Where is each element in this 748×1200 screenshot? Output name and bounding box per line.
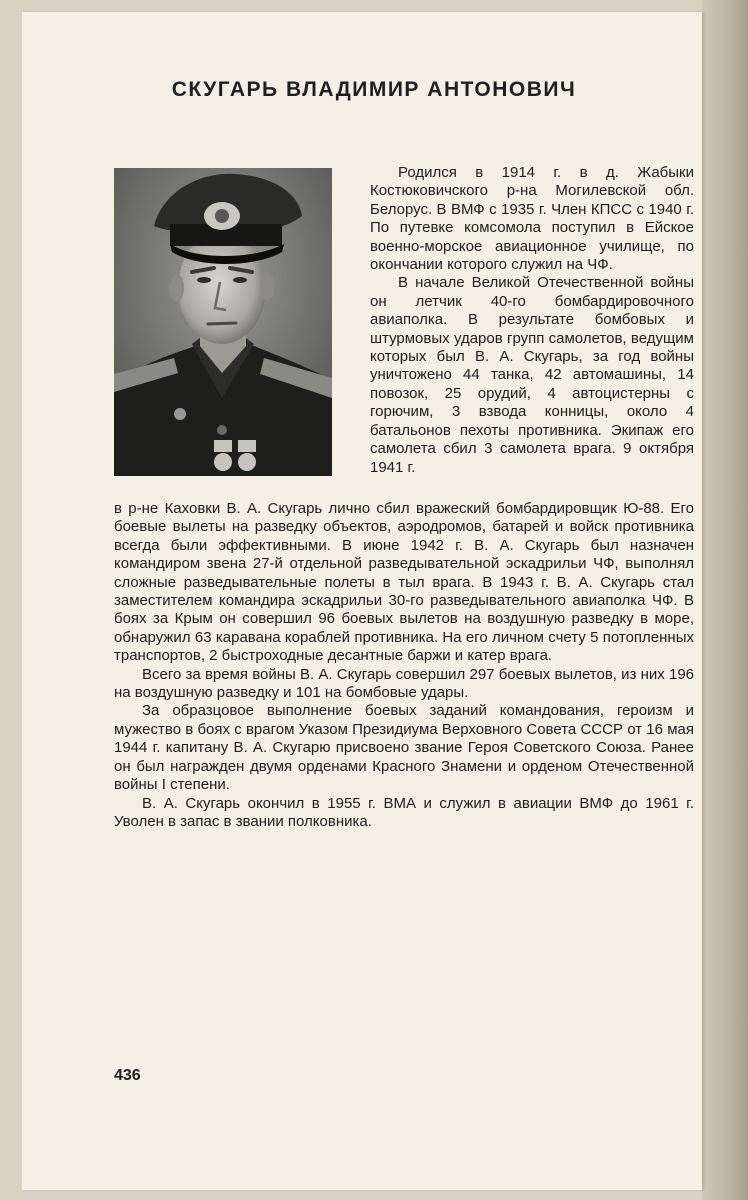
paragraph-hero-award: За образцовое выполнение боевых заданий командования, героизм и мужество в боях с врагом Указом Президиума Верховного Совета СССР от 16 мая 1944 г. капитану В. А. Скугарю присвоено звание Героя Советского Союза. Ранее он был награжден двумя орденами Красного Знамени и орденом Отечественной войны I степени. bbox=[114, 702, 694, 794]
top-right-column bbox=[370, 164, 694, 477]
article-title: СКУГАРЬ ВЛАДИМИР АНТОНОВИЧ bbox=[171, 78, 577, 101]
page-edge bbox=[702, 0, 748, 1200]
paragraph-total-sorties: Всего за время войны В. А. Скугарь совершил 297 боевых вылетов, из них 196 на воздушную разведку и 101 на бомбовые удары. bbox=[114, 665, 694, 702]
portrait-photo bbox=[114, 168, 332, 476]
main-text bbox=[114, 500, 694, 831]
paragraph-kakhovka: в р-не Каховки В. А. Скугарь лично сбил вражеский бомбардировщик Ю-88. Его боевые вылеты на разведку объектов, аэродромов, батарей и войск противника всегда были эффективными. В июне 1942 г. В. А. Скугарь был назначен командиром звена 27-й отдельной разведывательной эскадрильи ЧФ, выполнял сложные разведывательные полеты в тыл врага. В 1943 г. В. А. Скугарь стал заместителем командира эскадрильи 30-го разведывательного авиаполка ЧФ. В боях за Крым он совершил 96 боевых вылетов на воздушную разведку в море, обнаружил 63 каравана кораблей противника. На его личном счету 5 потопленных транспортов, 2 быстроходные десантные баржи и катер врага. bbox=[114, 500, 694, 665]
paragraph-birth: Родился в 1914 г. в д. Жабыки Костюковичского р-на Могилевской обл. Белорус. В ВМФ с 1935 г. Член КПСС с 1940 г. По путевке комсомола поступил в Ейское военно-морское авиационное училище, по окончании которого служил на ЧФ. bbox=[370, 164, 694, 274]
page-number: 436 bbox=[114, 1067, 141, 1084]
paragraph-war-start: В начале Великой Отечественной войны он летчик 40-го бомбардировочного авиаполка. В результате бомбовых и штурмовых ударов групп самолетов, ведущим которых был В. А. Скугарь, за год войны уничтожено 44 танка, 42 автомашины, 14 повозок, 25 орудий, 4 автоцистерны с горючим, 3 взвода конницы, около 4 батальонов пехоты противника. Экипаж его самолета сбил 3 самолета врага. 9 октября 1941 г. bbox=[370, 274, 694, 476]
portrait-illustration bbox=[114, 168, 332, 476]
paragraph-postwar: В. А. Скугарь окончил в 1955 г. ВМА и служил в авиации ВМФ до 1961 г. Уволен в запас в звании полковника. bbox=[114, 794, 694, 830]
